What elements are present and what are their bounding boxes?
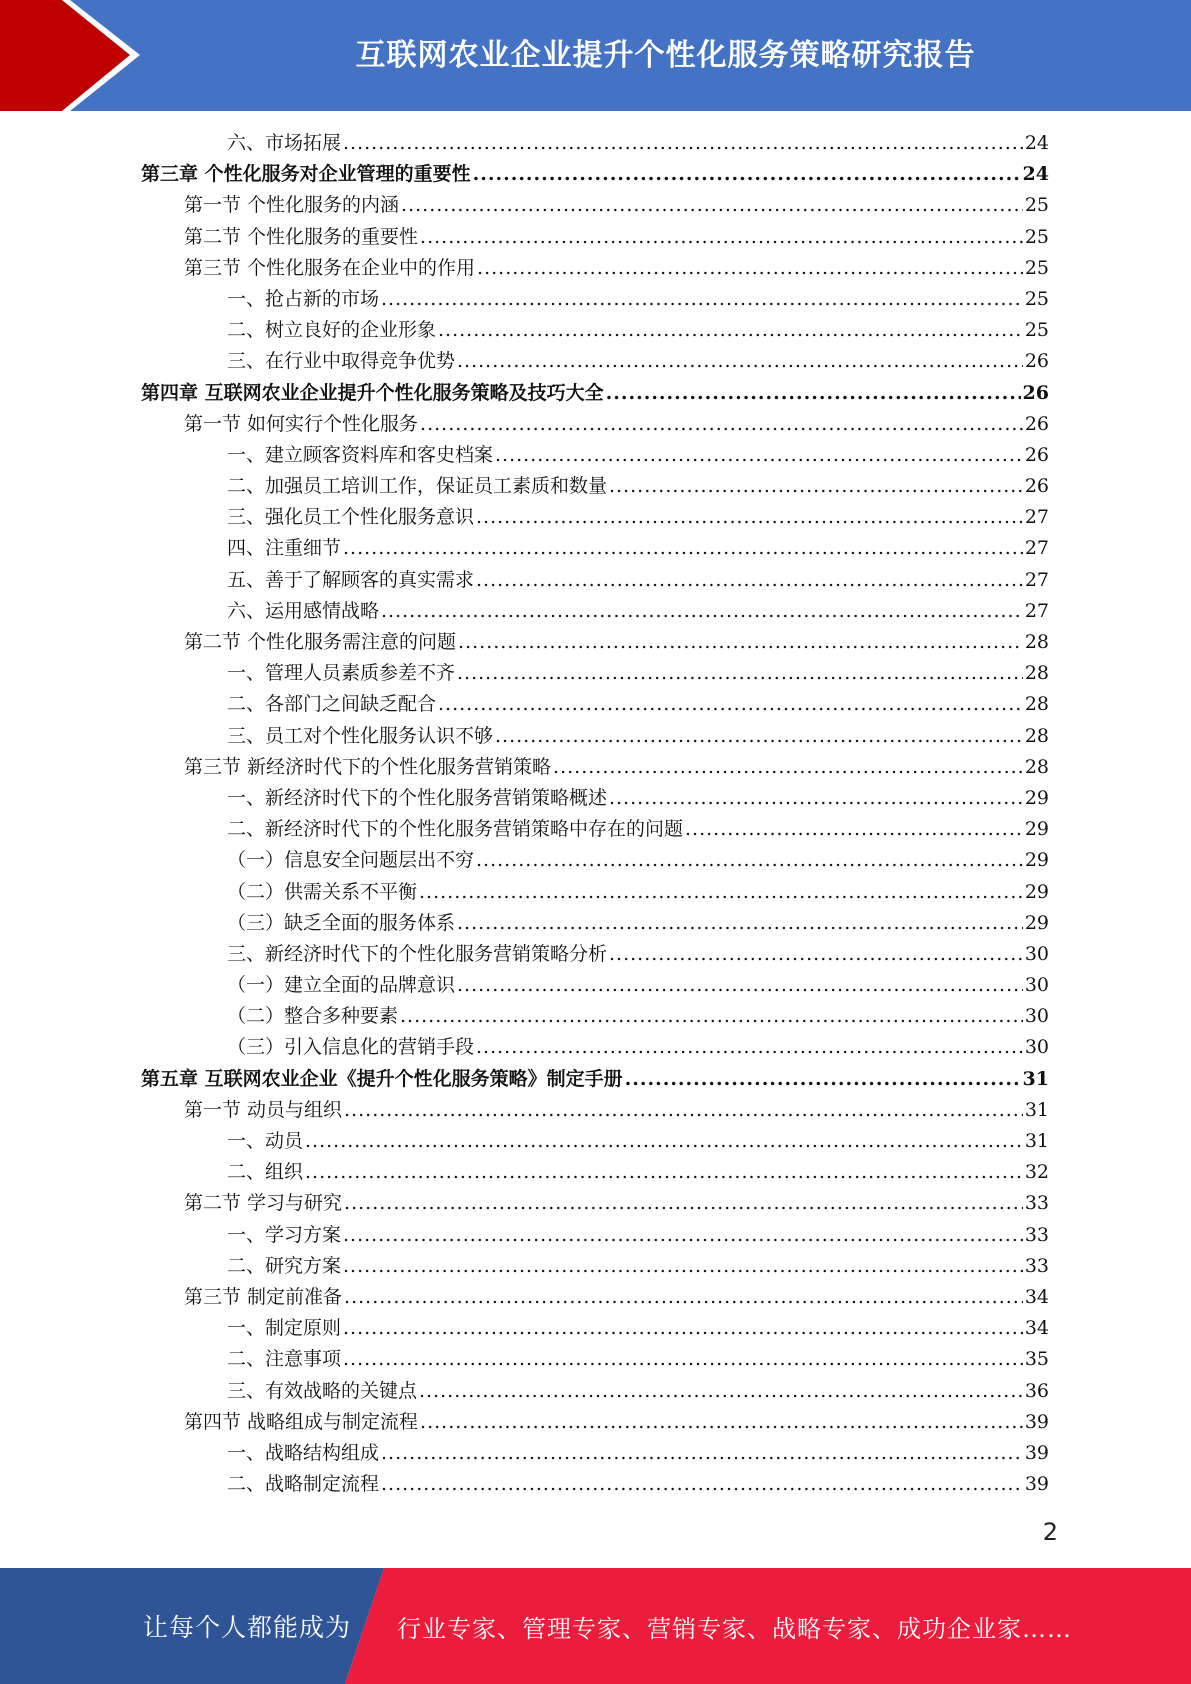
toc-entry[interactable]	[141, 159, 1049, 190]
toc-entry-page: 36	[1024, 1379, 1049, 1402]
toc-entry[interactable]	[141, 814, 1049, 845]
toc-entry[interactable]	[141, 1095, 1049, 1126]
toc-dot-leader	[476, 845, 1023, 876]
document-title: 互联网农业企业提升个性化服务策略研究报告	[355, 37, 976, 73]
toc-entry-title: 二、各部门之间缺乏配合	[227, 689, 438, 720]
toc-entry-page: 29	[1024, 849, 1049, 872]
toc-entry-title: 第三节 新经济时代下的个性化服务营销策略	[184, 752, 553, 783]
toc-entry[interactable]	[141, 752, 1049, 783]
toc-entry-title: （三）引入信息化的营销手段	[227, 1032, 476, 1063]
toc-dot-leader	[419, 877, 1023, 908]
toc-entry[interactable]	[141, 783, 1049, 814]
toc-entry[interactable]	[141, 378, 1049, 409]
toc-entry-page: 30	[1024, 1005, 1049, 1028]
toc-entry[interactable]	[141, 970, 1049, 1001]
toc-entry-page: 26	[1024, 475, 1049, 498]
toc-entry-page: 28	[1024, 662, 1049, 685]
toc-entry-title: 一、动员	[227, 1126, 305, 1157]
toc-entry[interactable]	[141, 658, 1049, 689]
toc-entry[interactable]	[141, 1438, 1049, 1469]
toc-dot-leader	[625, 1064, 1021, 1095]
toc-entry[interactable]	[141, 565, 1049, 596]
footer-band	[0, 1568, 1191, 1684]
toc-dot-leader	[419, 1376, 1023, 1407]
toc-dot-leader	[477, 253, 1023, 284]
toc-entry-page: 28	[1024, 724, 1049, 747]
toc-entry-page: 35	[1024, 1348, 1049, 1371]
toc-entry[interactable]	[141, 315, 1049, 346]
toc-entry-page: 25	[1024, 287, 1049, 310]
toc-entry[interactable]	[141, 1220, 1049, 1251]
toc-dot-leader	[438, 689, 1023, 720]
toc-dot-leader	[457, 970, 1023, 1001]
toc-dot-leader	[438, 315, 1023, 346]
toc-entry-page: 29	[1024, 786, 1049, 809]
toc-entry-title: 六、运用感情战略	[227, 596, 381, 627]
toc-dot-leader	[381, 1438, 1023, 1469]
toc-entry[interactable]	[141, 190, 1049, 221]
toc-entry[interactable]	[141, 877, 1049, 908]
toc-entry-title: （一）信息安全问题层出不穷	[227, 845, 476, 876]
toc-entry-title: 第三节 个性化服务在企业中的作用	[184, 253, 477, 284]
toc-entry-title: 二、加强员工培训工作，保证员工素质和数量	[227, 471, 609, 502]
toc-entry-page: 26	[1024, 412, 1049, 435]
toc-dot-leader	[685, 814, 1023, 845]
toc-entry-page: 34	[1024, 1285, 1049, 1308]
toc-dot-leader	[457, 658, 1023, 689]
toc-dot-leader	[606, 378, 1021, 409]
toc-entry[interactable]	[141, 627, 1049, 658]
toc-entry-title: 三、有效战略的关键点	[227, 1376, 419, 1407]
toc-entry[interactable]	[141, 908, 1049, 939]
toc-entry-page: 24	[1022, 163, 1049, 186]
toc-dot-leader	[343, 1313, 1023, 1344]
toc-entry-page: 33	[1024, 1254, 1049, 1277]
toc-entry-page: 26	[1024, 443, 1049, 466]
toc-dot-leader	[343, 1344, 1023, 1375]
toc-dot-leader	[495, 721, 1023, 752]
toc-entry-page: 27	[1024, 537, 1049, 560]
toc-dot-leader	[420, 409, 1023, 440]
toc-dot-leader	[344, 1188, 1023, 1219]
toc-dot-leader	[458, 627, 1023, 658]
toc-entry-page: 28	[1024, 755, 1049, 778]
toc-entry-page: 39	[1024, 1410, 1049, 1433]
toc-entry-title: 第一节 个性化服务的内涵	[184, 190, 401, 221]
toc-entry-page: 25	[1024, 319, 1049, 342]
toc-entry-page: 33	[1024, 1192, 1049, 1215]
toc-entry-title: 二、新经济时代下的个性化服务营销策略中存在的问题	[227, 814, 685, 845]
toc-entry-title: 一、新经济时代下的个性化服务营销策略概述	[227, 783, 609, 814]
toc-entry-title: 二、研究方案	[227, 1251, 343, 1282]
toc-entry-page: 31	[1024, 1098, 1049, 1121]
toc-entry-page: 27	[1024, 599, 1049, 622]
toc-entry[interactable]	[141, 1251, 1049, 1282]
toc-dot-leader	[495, 440, 1023, 471]
toc-entry-page: 30	[1024, 1036, 1049, 1059]
toc-entry-title: 第一节 如何实行个性化服务	[184, 409, 420, 440]
toc-entry[interactable]	[141, 689, 1049, 720]
toc-entry-title: 三、在行业中取得竞争优势	[227, 346, 457, 377]
toc-entry-page: 31	[1022, 1067, 1049, 1090]
toc-dot-leader	[473, 159, 1021, 190]
header-arrow-decoration	[0, 0, 150, 111]
toc-dot-leader	[420, 222, 1023, 253]
toc-entry-page: 39	[1024, 1441, 1049, 1464]
toc-entry-title: 第二节 个性化服务的重要性	[184, 222, 420, 253]
toc-entry[interactable]	[141, 471, 1049, 502]
toc-entry[interactable]	[141, 409, 1049, 440]
toc-entry[interactable]	[141, 1001, 1049, 1032]
toc-entry-title: 二、组织	[227, 1157, 305, 1188]
toc-entry-title: 一、学习方案	[227, 1220, 343, 1251]
toc-entry-title: 第二节 学习与研究	[184, 1188, 344, 1219]
toc-dot-leader	[609, 471, 1023, 502]
toc-entry-title: 第四章 互联网农业企业提升个性化服务策略及技巧大全	[141, 378, 606, 409]
toc-entry[interactable]	[141, 1188, 1049, 1219]
toc-entry-page: 28	[1024, 693, 1049, 716]
toc-entry-title: 第五章 互联网农业企业《提升个性化服务策略》制定手册	[141, 1064, 625, 1095]
toc-entry-page: 29	[1024, 880, 1049, 903]
toc-entry[interactable]	[141, 1126, 1049, 1157]
toc-entry-page: 29	[1024, 818, 1049, 841]
toc-entry-page: 29	[1024, 911, 1049, 934]
toc-entry-title: （三）缺乏全面的服务体系	[227, 908, 457, 939]
toc-entry-page: 33	[1024, 1223, 1049, 1246]
toc-entry-title: 三、强化员工个性化服务意识	[227, 502, 476, 533]
footer-slogan-right: 行业专家、管理专家、营销专家、战略专家、成功企业家……	[397, 1614, 1072, 1643]
toc-entry[interactable]	[141, 1407, 1049, 1438]
toc-entry-page: 34	[1024, 1317, 1049, 1340]
toc-dot-leader	[344, 1095, 1023, 1126]
toc-entry-page: 25	[1024, 194, 1049, 217]
toc-dot-leader	[381, 1469, 1023, 1500]
toc-entry-page: 30	[1024, 974, 1049, 997]
toc-entry[interactable]	[141, 939, 1049, 970]
toc-entry[interactable]	[141, 1064, 1049, 1095]
toc-entry-page: 25	[1024, 256, 1049, 279]
toc-entry-title: 一、抢占新的市场	[227, 284, 381, 315]
toc-entry-title: （一）建立全面的品牌意识	[227, 970, 457, 1001]
toc-entry[interactable]	[141, 253, 1049, 284]
toc-entry-title: 第一节 动员与组织	[184, 1095, 344, 1126]
toc-entry[interactable]	[141, 1282, 1049, 1313]
toc-entry-title: （二）供需关系不平衡	[227, 877, 419, 908]
toc-entry[interactable]	[141, 721, 1049, 752]
toc-dot-leader	[420, 1407, 1023, 1438]
toc-entry-title: 三、新经济时代下的个性化服务营销策略分析	[227, 939, 609, 970]
toc-entry[interactable]	[141, 128, 1049, 159]
toc-dot-leader	[343, 1220, 1023, 1251]
toc-dot-leader	[457, 908, 1023, 939]
page-number: 2	[1042, 1518, 1058, 1546]
toc-entry[interactable]	[141, 1032, 1049, 1063]
toc-entry-page: 27	[1024, 568, 1049, 591]
toc-dot-leader	[381, 596, 1023, 627]
toc-entry[interactable]	[141, 533, 1049, 564]
toc-entry[interactable]	[141, 1344, 1049, 1375]
toc-entry-title: 二、战略制定流程	[227, 1469, 381, 1500]
toc-entry-page: 27	[1024, 506, 1049, 529]
toc-entry-page: 25	[1024, 225, 1049, 248]
toc-dot-leader	[343, 128, 1023, 159]
toc-dot-leader	[305, 1126, 1023, 1157]
toc-entry-title: 六、市场拓展	[227, 128, 343, 159]
toc-dot-leader	[400, 1001, 1023, 1032]
toc-entry-page: 31	[1024, 1130, 1049, 1152]
toc-entry[interactable]	[141, 222, 1049, 253]
toc-entry-title: 五、善于了解顾客的真实需求	[227, 565, 476, 596]
toc-entry-title: 二、注意事项	[227, 1344, 343, 1375]
toc-dot-leader	[343, 1251, 1023, 1282]
toc-entry[interactable]	[141, 1313, 1049, 1344]
toc-entry-title: 第四节 战略组成与制定流程	[184, 1407, 420, 1438]
toc-entry[interactable]	[141, 596, 1049, 627]
toc-dot-leader	[553, 752, 1023, 783]
toc-dot-leader	[457, 346, 1023, 377]
toc-dot-leader	[305, 1157, 1023, 1188]
toc-entry-page: 26	[1022, 381, 1049, 404]
toc-entry-title: 一、建立顾客资料库和客史档案	[227, 440, 495, 471]
toc-entry-title: 二、树立良好的企业形象	[227, 315, 438, 346]
toc-dot-leader	[344, 1282, 1023, 1313]
toc-entry-page: 28	[1024, 631, 1049, 653]
toc-entry-title: 第三节 制定前准备	[184, 1282, 344, 1313]
toc-entry-page: 39	[1024, 1473, 1049, 1496]
toc-entry[interactable]	[141, 1376, 1049, 1407]
table-of-contents	[141, 128, 1049, 1500]
toc-dot-leader	[401, 190, 1023, 221]
header-band	[0, 0, 1191, 111]
toc-dot-leader	[609, 783, 1023, 814]
toc-dot-leader	[381, 284, 1023, 315]
toc-dot-leader	[343, 533, 1023, 564]
toc-entry-title: 第三章 个性化服务对企业管理的重要性	[141, 159, 473, 190]
toc-entry-page: 26	[1024, 350, 1049, 373]
toc-entry-page: 32	[1024, 1161, 1049, 1184]
toc-dot-leader	[609, 939, 1023, 970]
toc-entry[interactable]	[141, 284, 1049, 315]
toc-entry-title: （二）整合多种要素	[227, 1001, 400, 1032]
toc-entry-title: 第二节 个性化服务需注意的问题	[184, 627, 458, 658]
toc-entry-title: 一、制定原则	[227, 1313, 343, 1344]
toc-entry[interactable]	[141, 440, 1049, 471]
toc-entry[interactable]	[141, 1157, 1049, 1188]
toc-entry[interactable]	[141, 1469, 1049, 1500]
toc-entry[interactable]	[141, 845, 1049, 876]
toc-entry-title: 四、注重细节	[227, 533, 343, 564]
toc-entry-title: 一、管理人员素质参差不齐	[227, 658, 457, 689]
toc-dot-leader	[476, 502, 1023, 533]
toc-entry-title: 三、员工对个性化服务认识不够	[227, 721, 495, 752]
toc-entry-title: 一、战略结构组成	[227, 1438, 381, 1469]
toc-dot-leader	[476, 565, 1023, 596]
toc-dot-leader	[476, 1032, 1023, 1063]
toc-entry-page: 30	[1024, 942, 1049, 965]
toc-entry[interactable]	[141, 502, 1049, 533]
footer-slogan-left: 让每个人都能成为	[143, 1613, 352, 1642]
toc-entry-page: 24	[1024, 132, 1049, 154]
toc-entry[interactable]	[141, 346, 1049, 377]
